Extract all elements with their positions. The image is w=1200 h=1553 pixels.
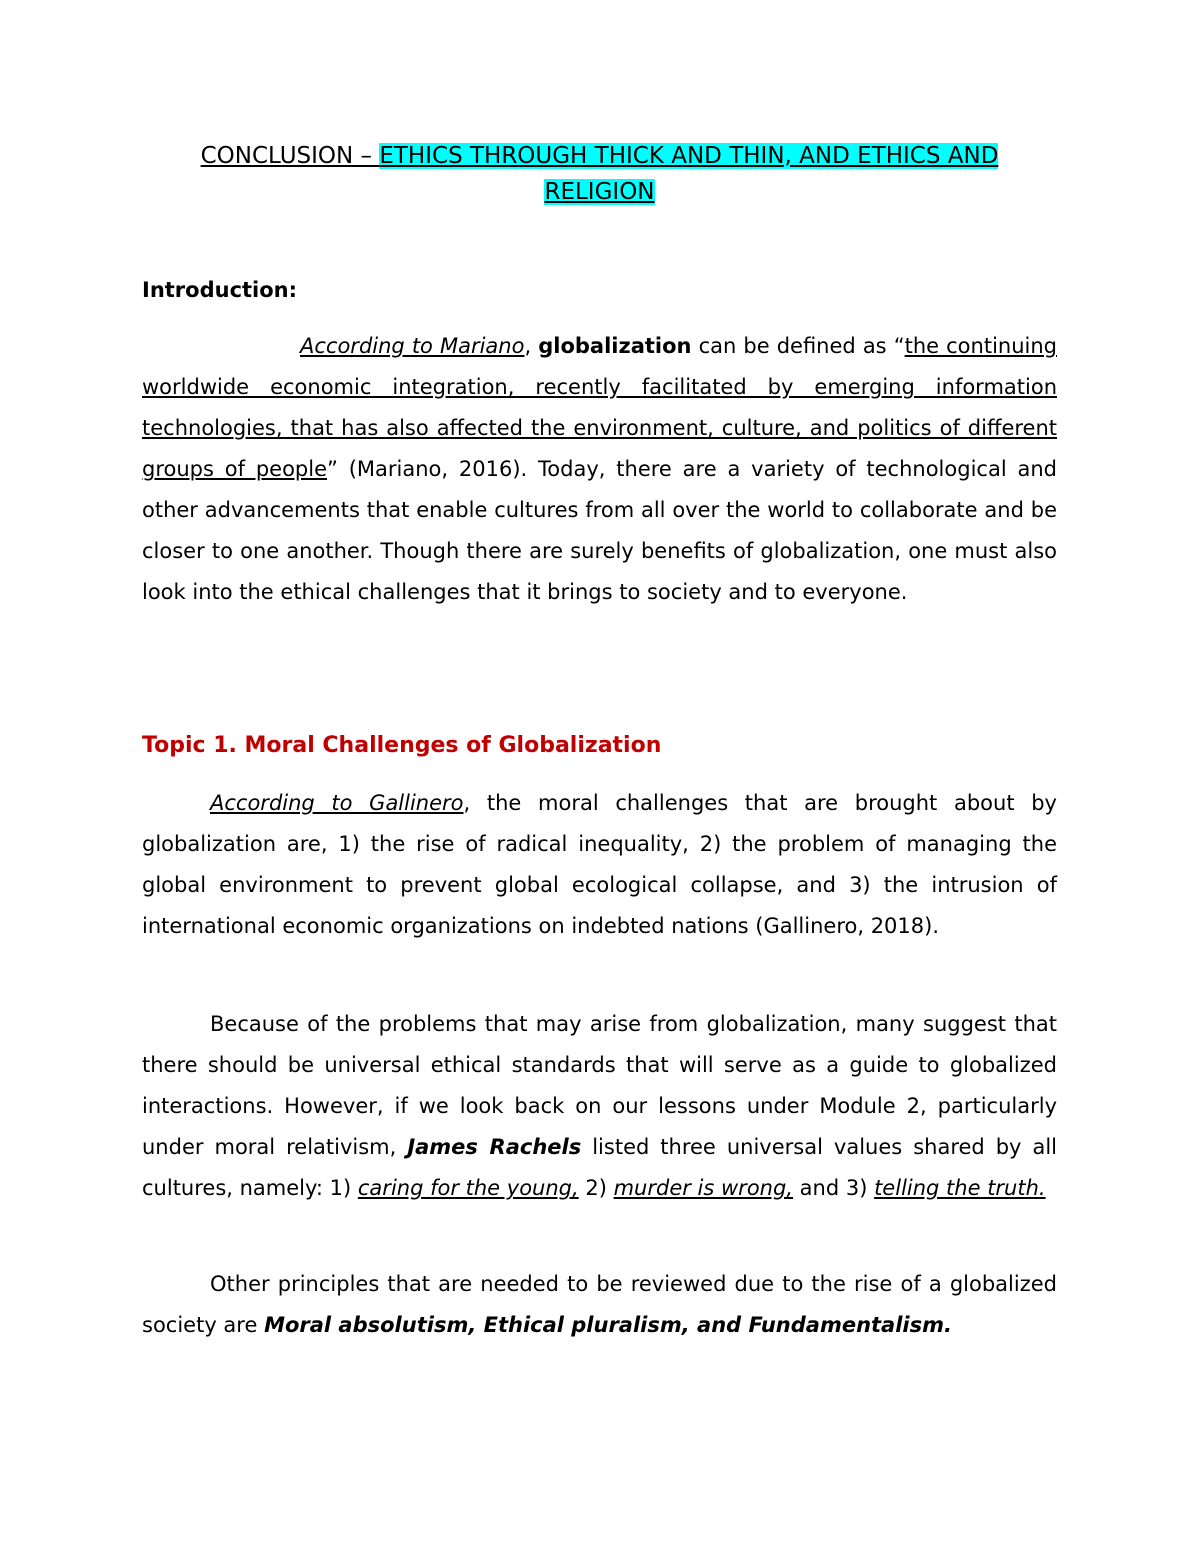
text-run: listed three universal values shared by all cultures, namely: 1) (142, 1135, 1058, 1200)
text-run: can be defined as “ (691, 334, 905, 358)
text-run: and 3) (792, 1176, 875, 1200)
title-highlight: ETHICS THROUGH THICK AND THIN, AND ETHICS AND RELIGION (379, 143, 999, 205)
universal-values-paragraph (142, 1004, 1057, 1209)
value-caring-for-young: caring for the young, (357, 1176, 579, 1200)
other-principles-paragraph (142, 1264, 1057, 1346)
text-run: Other principles that are needed to be reviewed due to the rise of a globalized society are (142, 1272, 1057, 1337)
value-murder-is-wrong: murder is wrong, (613, 1176, 793, 1200)
value-telling-truth: telling the truth. (874, 1176, 1046, 1200)
james-rachels: James Rachels (407, 1135, 582, 1159)
text-run: ” (Mariano, 2016). Today, there are a variety of technological and other advancements that enable cultures from all over the world to collaborate and be closer to one another. Though there are surely benefits of globalization, one must also look into the ethical challenges that it brings to society and to everyone. (142, 457, 1057, 604)
principles-terms: Moral absolutism, Ethical pluralism, and Fundamentalism. (264, 1313, 952, 1337)
globalization-term: globalization (538, 334, 692, 358)
introduction-heading: Introduction: (142, 278, 298, 302)
text-run: 2) (578, 1176, 614, 1200)
gallinero-paragraph (142, 783, 1057, 947)
introduction-paragraph (142, 326, 1057, 613)
text-run: , (524, 334, 539, 358)
according-to-mariano: According to Mariano (300, 334, 525, 358)
text-run: , the moral challenges that are brought about by globalization are, 1) the rise of radical inequality, 2) the problem of managing the global environment to prevent global ecological collapse, and 3) the intrusion of international economic organizations on indebted nations (Gallinero, 2018). (142, 791, 1057, 938)
document-title (142, 138, 1057, 210)
topic-1-heading: Topic 1. Moral Challenges of Globalization (142, 733, 662, 758)
globalization-definition-quote: the continuing worldwide economic integration, recently facilitated by emerging information technologies, that has also affected the environment, culture, and politics of different groups of people (142, 334, 1057, 481)
text-run: Because of the problems that may arise from globalization, many suggest that there should be universal ethical standards that will serve as a guide to globalized interactions. However, if we look back on our lessons under Module 2, particularly under moral relativism, (142, 1012, 1057, 1159)
title-prefix: CONCLUSION – (200, 143, 380, 169)
according-to-gallinero: According to Gallinero (210, 791, 464, 815)
